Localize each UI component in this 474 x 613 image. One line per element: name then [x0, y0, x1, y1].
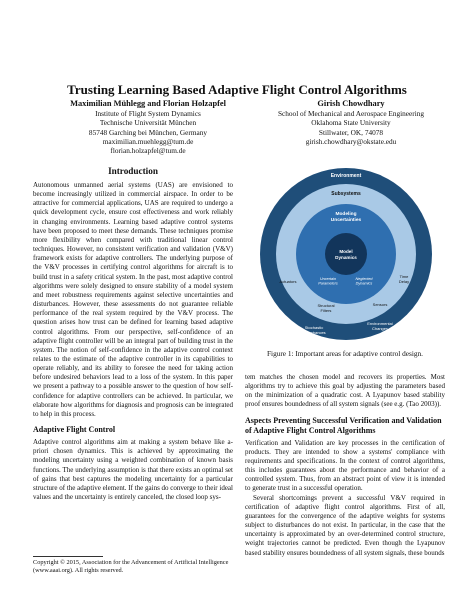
label-subsystems: Subsystems — [331, 191, 361, 197]
label-uncertain-parameters: Uncertain Parameters — [318, 277, 338, 286]
label-structural-filters: Structural Filters — [317, 303, 335, 313]
label-time-delay: Time Delay — [398, 274, 410, 284]
right-paragraph: Several shortcomings prevent a successful V&V required in certification of adaptive flight control algorithms. First of all, guarantees for the convergence of the adaptive weights for systems subject to disturbances do not exist. In particular, in the case that the uncertainty is approximated by an over-determined control structure, weight trajectories cannot be predicted. Even though the Lyapunov based stability ensures boundedness of all system signals, these bounds — [245, 493, 445, 557]
figure-1-diagram — [252, 165, 440, 343]
afc-paragraph: Adaptive control algorithms aim at making a system behave like a-priori chosen dynamics. This is achieved by approximating the modeling uncertainty using a weighted combination of known basis functions. The underlying assumption is that there exists an optimal set of gains that best captures the modeling uncertainty for a particular structure of the adaptive element. If the gains do converge to their ideal values and the uncertainty is entirely canceled, the closed loop sys- — [33, 438, 233, 501]
affiliation-line: Technische Universität München — [99, 118, 197, 128]
affiliation-left — [48, 98, 248, 155]
model-core — [325, 233, 367, 275]
affiliation-line: School of Mechanical and Aerospace Engineering — [277, 109, 425, 118]
label-modeling-line2: Uncertainties — [330, 218, 362, 223]
section-heading-aspects: Aspects Preventing Successful Verification and Validation of Adaptive Flight Control Algorithms — [245, 415, 442, 435]
label-model: Model Dynamics — [335, 249, 357, 260]
affiliation-line: Oklahoma State University — [311, 118, 391, 128]
right-column — [245, 373, 445, 558]
right-paragraph: tem matches the chosen model and recovers its properties. Most algorithms try to achieve this goal by adjusting the parameters based on the minimization of a quadratic cost. A Lyapunov based stability proof ensures boundedness of all system signals (see e.g. (Tao 2003)). — [245, 373, 445, 409]
affiliation-line: Institute of Flight System Dynamics — [95, 109, 201, 118]
label-environment: Environment — [330, 173, 362, 179]
label-actuators: Actuators — [279, 279, 297, 284]
label-sensors: Sensors — [372, 302, 388, 307]
affiliation-right — [246, 98, 456, 146]
author-names-left: Maximilian Mühlegg and Florian Holzapfel — [70, 99, 226, 108]
left-column — [33, 166, 233, 502]
author-email: girish.chowdhary@okstate.edu — [305, 136, 397, 146]
author-email: florian.holzapfel@tum.de — [110, 146, 186, 156]
affiliation-line: Stillwater, OK, 74078 — [318, 127, 384, 137]
author-email: maximilian.muehlegg@tum.de — [102, 136, 194, 146]
paper-title: Trusting Learning Based Adaptive Flight Control Algorithms — [67, 82, 407, 97]
section-heading-afc: Adaptive Flight Control — [33, 425, 116, 435]
figure-caption: Figure 1: Important areas for adaptive control design. — [266, 349, 424, 358]
label-stochastic-disturbances: Stochastic Disturbances — [302, 325, 326, 335]
author-names-right: Girish Chowdhary — [317, 99, 385, 108]
footnote-rule — [33, 556, 103, 557]
label-environmental-changes: Environmental Changes — [367, 321, 393, 331]
label-modeling-line: Modeling — [335, 212, 357, 217]
section-heading-introduction: Introduction — [108, 166, 158, 176]
copyright-footnote: Copyright © 2015, Association for the Advancement of Artificial Intelligence (www.aaai.org). All rights reserved. — [33, 559, 229, 574]
right-paragraph: Verification and Validation are key processes in the certification of products. They are intended to show a systems' compliance with requirements and specifications. In the context of control algorithms, this includes guarantees about the performance and behavior of a controlled system. Thus, from an abstract point of view it is intended to generate trust in a successful operation. — [245, 438, 445, 493]
intro-paragraph: Autonomous unmanned aerial systems (UAS) are envisioned to become increasingly utilized in commercial airspace. In order to be attractive for commercial applications, UAS are required to undergo a quick development cycle, ensure cost effectiveness and work reliably in changing environments. Learning based adaptive control systems have been proposed to meet these demands. These techniques promise more flexibility when compared with traditional linear control techniques. However, no consistent verification and validation (V&V) framework exists for adaptive controllers. The underlying purpose of the V&V processes in certifying control algorithms for aircraft is to build trust in a safety critical system. In the past, most adaptive control algorithms were solely designed to ensure stability of a model system and meet robustness requirements against selective uncertainties and disturbances. However, these assessments do not guarantee reliable performance of the real system required by the V&V process. The question arises how trust can be defined for learning based adaptive control algorithms. From our perspective, self-confidence of an adaptive flight controller will be an integral part of building trust in the system. The notion of self-confidence in the adaptive control context relates to the estimate of the adaptive controller in its capabilities to operate reliably, and its ability to foresee the need for taking action before undesired behaviors lead to a loss of the system. In this paper we present a pathway to a possible answer to the question of how self-confidence for adaptive controllers can be achieved. In particular, we elaborate how algorithms for diagnosis and prognosis can be integrated to help in this process. — [33, 181, 233, 418]
label-neglected-dynamics: Neglected Dynamics — [355, 277, 373, 286]
affiliation-line: 85748 Garching bei München, Germany — [88, 127, 208, 137]
